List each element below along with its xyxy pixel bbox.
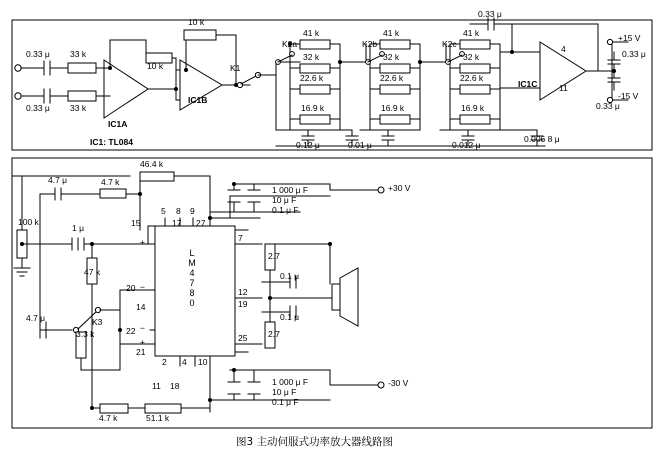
label-res-3p3k: 3.3 k — [76, 329, 95, 339]
label-res-46p4k: 46.4 k — [140, 159, 164, 169]
label-pin-2: 2 — [162, 357, 167, 367]
label-k2a-cap: 0.12 μ — [296, 140, 320, 150]
label-feedback-res-ic1a: 10 k — [188, 17, 205, 27]
label-k2a-rmid: 32 k — [303, 52, 320, 62]
label-opamp-ic1c: IC1C — [518, 79, 538, 89]
label-rail-pos-30: +30 V — [388, 183, 411, 193]
plus-sign-top: + — [140, 237, 145, 247]
label-ic1c-pin-top: 4 — [561, 44, 566, 54]
label-pin-12: 12 — [238, 287, 248, 297]
label-input-res-100k: 100 k — [18, 217, 39, 227]
figure-caption: 图3 主动伺服式功率放大器线路图 — [236, 436, 394, 448]
label-rail-neg-30: -30 V — [388, 378, 409, 388]
label-pin-14: 14 — [136, 302, 146, 312]
label-k2c-cap2: 0.006 8 μ — [524, 134, 560, 144]
label-pin-27: 27 — [196, 218, 206, 228]
label-switch-k1: K1 — [230, 63, 241, 73]
label-supply-cap-top-2: 10 μ F — [272, 195, 297, 205]
label-k2b-rmid: 32 k — [383, 52, 400, 62]
label-pin-22: 22 — [126, 326, 136, 336]
label-k2c: K2c — [442, 39, 457, 49]
label-pin-21: 21 — [136, 347, 146, 357]
label-supply-cap-bot-2: 10 μ F — [272, 387, 297, 397]
label-k2c-cap: 0.012 μ — [452, 140, 481, 150]
label-pin-18: 18 — [170, 381, 180, 391]
label-rail-neg-15: -15 V — [618, 91, 639, 101]
label-k2a-rlow: 22.6 k — [300, 73, 324, 83]
label-k2a-rbot: 16.9 k — [301, 103, 325, 113]
label-opamp-ic1a: IC1A — [108, 119, 128, 129]
label-pin-25: 25 — [238, 333, 248, 343]
label-switch-k3: K3 — [92, 317, 103, 327]
label-supply-cap-top-3: 0.1 μ F — [272, 205, 299, 215]
label-k2c-rmid: 32 k — [463, 52, 480, 62]
label-rail-cap-2: 0.33 μ — [596, 101, 620, 111]
label-supply-cap-top-1: 1 000 μ F — [272, 185, 309, 195]
label-k2b: K2b — [362, 39, 378, 49]
label-pin-9: 9 — [190, 206, 195, 216]
label-pin-17: 17 — [172, 218, 182, 228]
label-k2b-rtop: 41 k — [383, 28, 400, 38]
label-out-cap: 0.33 μ — [478, 9, 502, 19]
label-pin-15: 15 — [131, 218, 141, 228]
label-chip-note: IC1: TL084 — [90, 137, 133, 147]
label-input-res-2: 33 k — [70, 103, 87, 113]
label-cap-4p7u-b: 4.7 μ — [26, 313, 46, 323]
label-pin-20: 20 — [126, 283, 136, 293]
label-opamp-ic1b: IC1B — [188, 95, 208, 105]
label-k2b-rbot: 16.9 k — [381, 103, 405, 113]
label-pin-7: 7 — [238, 233, 243, 243]
plus-sign-bot: + — [140, 337, 145, 347]
label-cap-0p1u-bot: 0.1 μ — [280, 312, 300, 322]
label-res-4p7k-top: 4.7 k — [101, 177, 120, 187]
minus-sign-top: − — [140, 282, 145, 292]
label-input-res-1: 33 k — [70, 49, 87, 59]
label-pin-4: 4 — [182, 357, 187, 367]
minus-sign-bot: − — [140, 323, 145, 333]
label-supply-cap-bot-3: 0.1 μ F — [272, 397, 299, 407]
label-k2b-rlow: 22.6 k — [380, 73, 404, 83]
label-k2a: K2a — [282, 39, 298, 49]
label-res-4p7k-bot: 4.7 k — [99, 413, 118, 423]
label-res-2p7-top: 2.7 — [268, 251, 280, 261]
label-k2c-rbot: 16.9 k — [461, 103, 485, 113]
label-supply-cap-bot-1: 1 000 μ F — [272, 377, 309, 387]
label-pin-8: 8 — [176, 206, 181, 216]
label-res-2p7-bot: 2.7 — [268, 329, 280, 339]
label-input-cap-1: 0.33 μ — [26, 49, 50, 59]
label-k2c-rtop: 41 k — [463, 28, 480, 38]
label-pin-19: 19 — [238, 299, 248, 309]
label-k2a-cap2: 0.01 μ — [348, 140, 372, 150]
label-res-47k: 47 k — [84, 267, 101, 277]
label-pin-10: 10 — [198, 357, 208, 367]
label-k2c-rlow: 22.6 k — [460, 73, 484, 83]
label-rail-pos-15: +15 V — [618, 33, 641, 43]
label-k2a-rtop: 41 k — [303, 28, 320, 38]
label-rail-cap-1: 0.33 μ — [622, 49, 646, 59]
label-ic1c-pin-bottom: 11 — [559, 83, 568, 93]
label-cap-0p1u-top: 0.1 μ — [280, 271, 300, 281]
label-series-res-ic1b: 10 k — [147, 61, 164, 71]
label-res-51p1k: 51.1 k — [146, 413, 170, 423]
label-pin-5: 5 — [161, 206, 166, 216]
label-input-cap-2: 0.33 μ — [26, 103, 50, 113]
label-chip-lm4780: LM4780 — [187, 248, 197, 308]
label-cap-4p7u-a: 4.7 μ — [48, 175, 68, 185]
label-pin-11: 11 — [152, 381, 161, 391]
label-input-cap-1u: 1 μ — [72, 223, 84, 233]
